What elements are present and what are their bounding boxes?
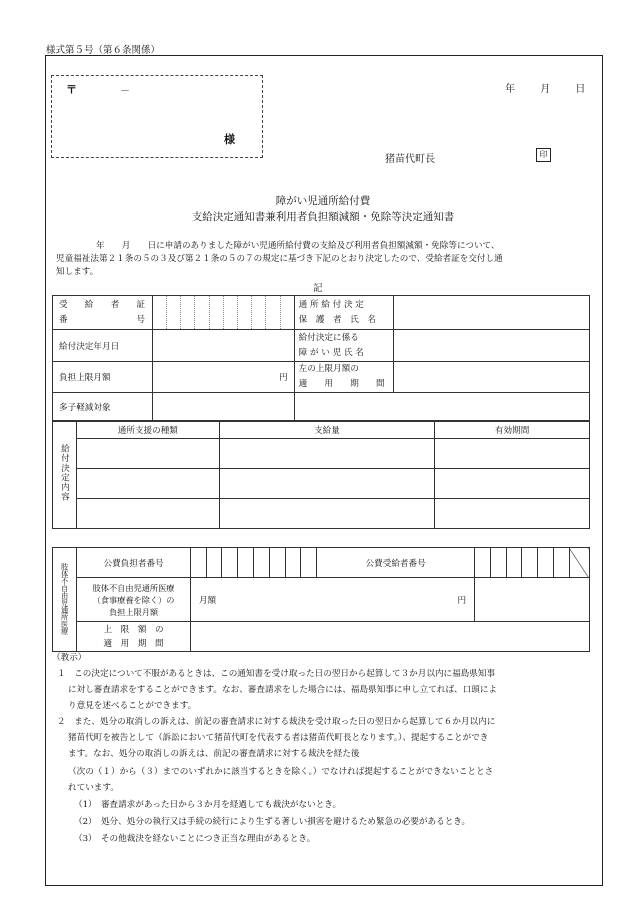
guardian-value[interactable] (394, 296, 590, 330)
child-label: 給付決定に係る 障 が い 児 氏 名 (294, 330, 394, 362)
monthly-limit-label: 負担上限月額 (53, 362, 153, 393)
guardian-label: 通 所 給 付 決 定 保 護 者 氏 名 (294, 296, 394, 330)
medical-vertical-label: 肢体不自由児通所医療 (53, 548, 77, 652)
decision-table (52, 295, 590, 422)
seal-char: 印 (539, 150, 548, 159)
decision-date-value[interactable] (152, 330, 294, 362)
notes-header: （教示） (52, 653, 87, 663)
table-cell[interactable] (435, 469, 590, 499)
recipient-no-digit[interactable] (554, 548, 570, 578)
recipient-no-digit[interactable] (490, 548, 506, 578)
recipient-no-digit[interactable] (506, 548, 522, 578)
issuer: 猪苗代町長 (385, 154, 435, 165)
recipient-no-digit[interactable] (522, 548, 538, 578)
payer-no-digit[interactable] (254, 548, 270, 578)
payer-no-digit[interactable] (285, 548, 301, 578)
recipient-no-label: 受 給 者 証 番 号 (53, 296, 153, 330)
decision-date-label: 給付決定年月日 (53, 330, 153, 362)
multi-child-blank (294, 393, 589, 422)
payer-no-digit[interactable] (301, 548, 317, 578)
yen-unit: 円 (279, 373, 288, 383)
benefit-content-table (52, 420, 590, 529)
payer-no-digit[interactable] (206, 548, 222, 578)
medical-period-label: 上 限 額 の 適 用 期 間 (77, 622, 191, 652)
table-cell[interactable] (76, 499, 219, 529)
note-2a: ２ また、処分の取消しの訴えは、前記の審査請求に対する裁決を受け取った日の翌日から起算して６か月以内に (57, 717, 496, 727)
recipient-no-label-2: 公費受給者番号 (317, 548, 475, 578)
note-sub-1: （1） 審査請求があった日から３か月を経過しても裁決がないとき。 (74, 800, 342, 810)
child-value[interactable] (394, 330, 590, 362)
medical-table (52, 547, 590, 652)
body-text-2: 児童福祉法第２１条の５の３及び第２１条の５の７の規定に基づき下記のとおり決定したので、受給者証を交付し通 (56, 254, 503, 264)
date-day: 日 (575, 84, 586, 95)
table-cell[interactable] (435, 439, 590, 469)
postal-dash: － (120, 86, 130, 97)
postal-mark: 〒 (66, 83, 77, 96)
title-line-1: 障がい児通所給付費 (275, 195, 371, 207)
monthly-label: 月額 (198, 595, 217, 606)
payer-no-digit[interactable] (190, 548, 206, 578)
recipient-no-cells[interactable] (152, 296, 294, 330)
recipient-no-digit[interactable] (538, 548, 554, 578)
body-text-3: 知します。 (56, 267, 99, 277)
note-2b: 猪苗代町を被告として（訴訟において猪苗代町を代表する者は猪苗代町長となります。）、提起することができ (68, 733, 489, 743)
col-valid-period: 有効期間 (435, 421, 590, 439)
multi-child-value[interactable] (152, 393, 294, 422)
note-1b: に対し審査請求をすることができます。なお、審査請求をした場合には、福島県知事に申し立てれば、口頭によ (68, 685, 498, 695)
multi-child-label: 多子軽減対象 (53, 393, 153, 422)
date-line (505, 80, 585, 95)
address-box (51, 75, 263, 158)
benefit-vertical-label: 給付決定内容 (53, 421, 77, 529)
note-2e: れています。 (68, 783, 119, 793)
seal-stamp (536, 148, 551, 162)
medical-limit-value[interactable] (190, 578, 474, 622)
table-cell[interactable] (219, 439, 435, 469)
date-year: 年 (505, 84, 515, 95)
payer-no-label: 公費負担者番号 (77, 548, 191, 578)
note-1c: り意見を述べることができます。 (68, 701, 197, 711)
note-2d: （次の（１）から（３）までのいずれかに該当するときを除く。）でなければ提起することができないこととさ (68, 767, 494, 777)
honorific: 様 (224, 133, 235, 146)
yen-unit-2: 円 (457, 595, 467, 606)
period-value[interactable] (394, 362, 590, 393)
medical-limit-blank (475, 578, 590, 622)
period-label: 左の上限月額の 適 用 期 間 (294, 362, 394, 393)
table-cell[interactable] (219, 499, 435, 529)
col-service-type: 通所支援の種類 (76, 421, 219, 439)
payer-no-digit[interactable] (222, 548, 238, 578)
payer-no-digit[interactable] (238, 548, 254, 578)
table-cell[interactable] (76, 439, 219, 469)
body-text-1: 年 月 日に申請のありました障がい児通所給付費の支給及び利用者負担額減額・免除等について、 (96, 241, 500, 251)
table-cell[interactable] (435, 499, 590, 529)
table-cell[interactable] (76, 469, 219, 499)
monthly-limit-value[interactable] (152, 362, 294, 393)
payer-no-digit[interactable] (269, 548, 285, 578)
form-label: 様式第５号（第６条関係） (46, 45, 161, 56)
col-amount: 支給量 (219, 421, 435, 439)
ki-label: 記 (313, 283, 323, 294)
note-1a: １ この決定について不服があるときは、この通知書を受け取った日の翌日から起算して３か月以内に福島県知事 (57, 669, 496, 679)
note-sub-3: （3） その他裁決を経ないことにつき正当な理由があるとき。 (74, 834, 316, 844)
medical-limit-label: 肢体不自由児通所医療 （食事療養を除く）の 負担上限月額 (77, 578, 191, 622)
recipient-no-diagonal (569, 548, 589, 578)
title-line-2: 支給決定通知書兼利用者負担額減額・免除等決定通知書 (191, 211, 455, 223)
table-cell[interactable] (219, 469, 435, 499)
note-2c: ます。なお、処分の取消しの訴えは、前記の審査請求に対する裁決を経た後 (68, 749, 360, 759)
note-sub-2: （2） 処分、処分の執行又は手続の続行により生ずる著しい損害を避けるため緊急の必要があるとき。 (74, 817, 471, 827)
medical-period-value[interactable] (190, 622, 589, 652)
recipient-no-digit[interactable] (475, 548, 491, 578)
date-month: 月 (540, 84, 551, 95)
